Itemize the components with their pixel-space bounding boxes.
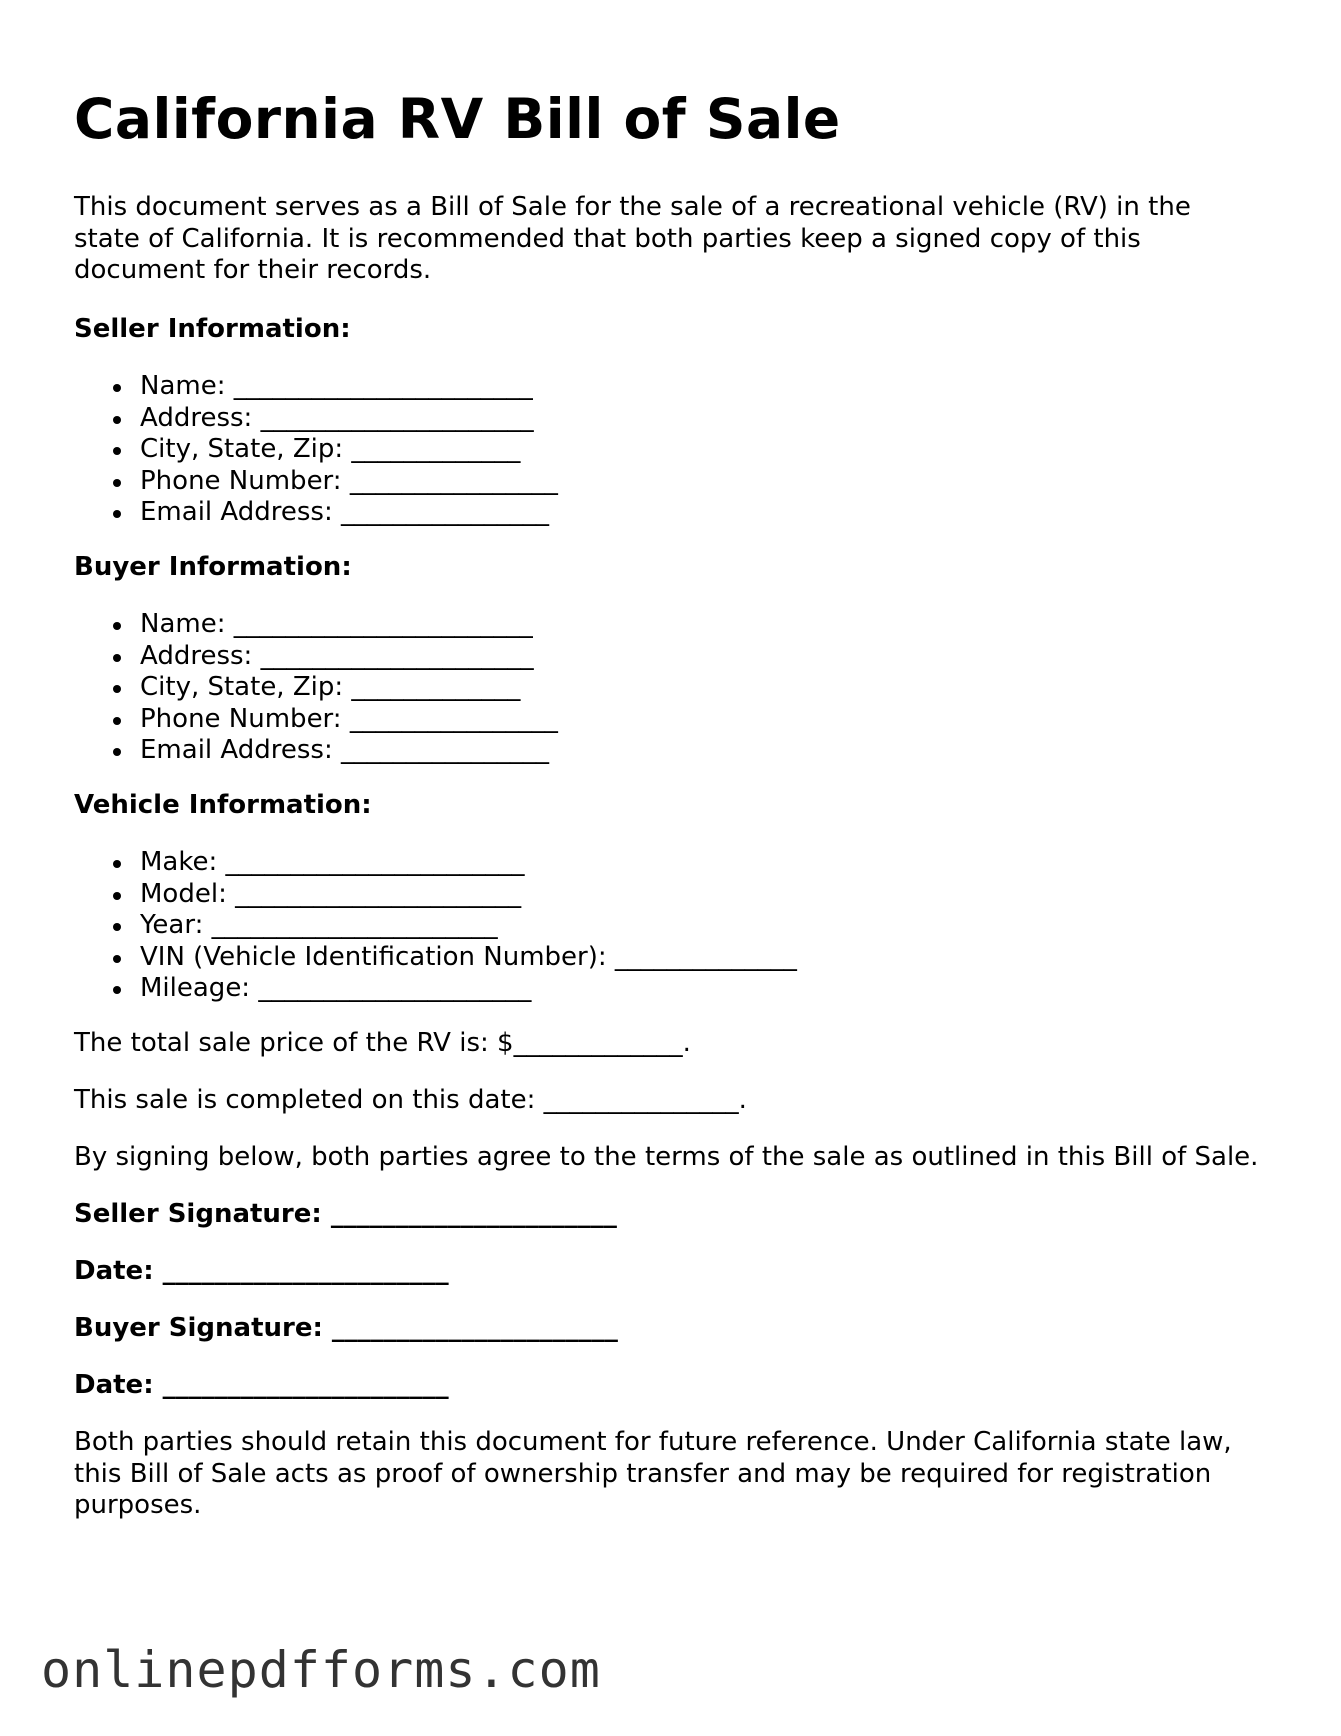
seller-signature-line[interactable]: Seller Signature: ______________________ — [74, 1199, 617, 1229]
sale-price-line[interactable]: The total sale price of the RV is: $_____________. — [74, 1028, 691, 1058]
buyer-name-field[interactable]: Name: _______________________ — [140, 609, 558, 641]
seller-city-state-zip-field[interactable]: City, State, Zip: _____________ — [140, 434, 558, 466]
buyer-heading: Buyer Information: — [74, 552, 352, 582]
seller-fields — [74, 371, 558, 529]
vehicle-year-field[interactable]: Year: ______________________ — [140, 910, 797, 942]
buyer-fields — [74, 609, 558, 767]
seller-date-line[interactable]: Date: ______________________ — [74, 1256, 449, 1286]
buyer-signature-line[interactable]: Buyer Signature: ______________________ — [74, 1313, 618, 1343]
site-watermark: onlinepdfforms.com — [41, 1641, 601, 1699]
closing-line: Both parties should retain this document for future reference. Under California state law, — [74, 1427, 1232, 1457]
buyer-email-field[interactable]: Email Address: ________________ — [140, 735, 558, 767]
vehicle-heading: Vehicle Information: — [74, 790, 372, 820]
buyer-city-state-zip-field[interactable]: City, State, Zip: _____________ — [140, 672, 558, 704]
closing-line: purposes. — [74, 1490, 202, 1520]
vehicle-mileage-field[interactable]: Mileage: _____________________ — [140, 973, 797, 1005]
seller-address-field[interactable]: Address: _____________________ — [140, 403, 558, 435]
intro-line: document for their records. — [74, 255, 432, 285]
intro-line: This document serves as a Bill of Sale for the sale of a recreational vehicle (RV) in the — [74, 192, 1191, 222]
buyer-date-line[interactable]: Date: ______________________ — [74, 1370, 449, 1400]
vehicle-vin-field[interactable]: VIN (Vehicle Identification Number): ______________ — [140, 941, 797, 972]
seller-phone-field[interactable]: Phone Number: ________________ — [140, 465, 558, 496]
seller-heading: Seller Information: — [74, 314, 351, 344]
closing-line: this Bill of Sale acts as proof of ownership transfer and may be required for registration — [74, 1458, 1212, 1489]
buyer-address-field[interactable]: Address: _____________________ — [140, 641, 558, 673]
vehicle-make-field[interactable]: Make: _______________________ — [140, 847, 797, 879]
page-title: California RV Bill of Sale — [74, 87, 841, 151]
buyer-phone-field[interactable]: Phone Number: ________________ — [140, 703, 558, 734]
vehicle-model-field[interactable]: Model: ______________________ — [140, 879, 797, 911]
closing-paragraph — [74, 1427, 1232, 1522]
agreement-statement: By signing below, both parties agree to the terms of the sale as outlined in this Bill of Sale. — [74, 1142, 1259, 1172]
vehicle-fields — [74, 847, 797, 1005]
sale-date-line[interactable]: This sale is completed on this date: _______________. — [74, 1085, 747, 1115]
intro-paragraph — [74, 192, 1191, 287]
seller-email-field[interactable]: Email Address: ________________ — [140, 497, 558, 529]
seller-name-field[interactable]: Name: _______________________ — [140, 371, 558, 403]
intro-line: state of California. It is recommended that both parties keep a signed copy of this — [74, 223, 1141, 254]
